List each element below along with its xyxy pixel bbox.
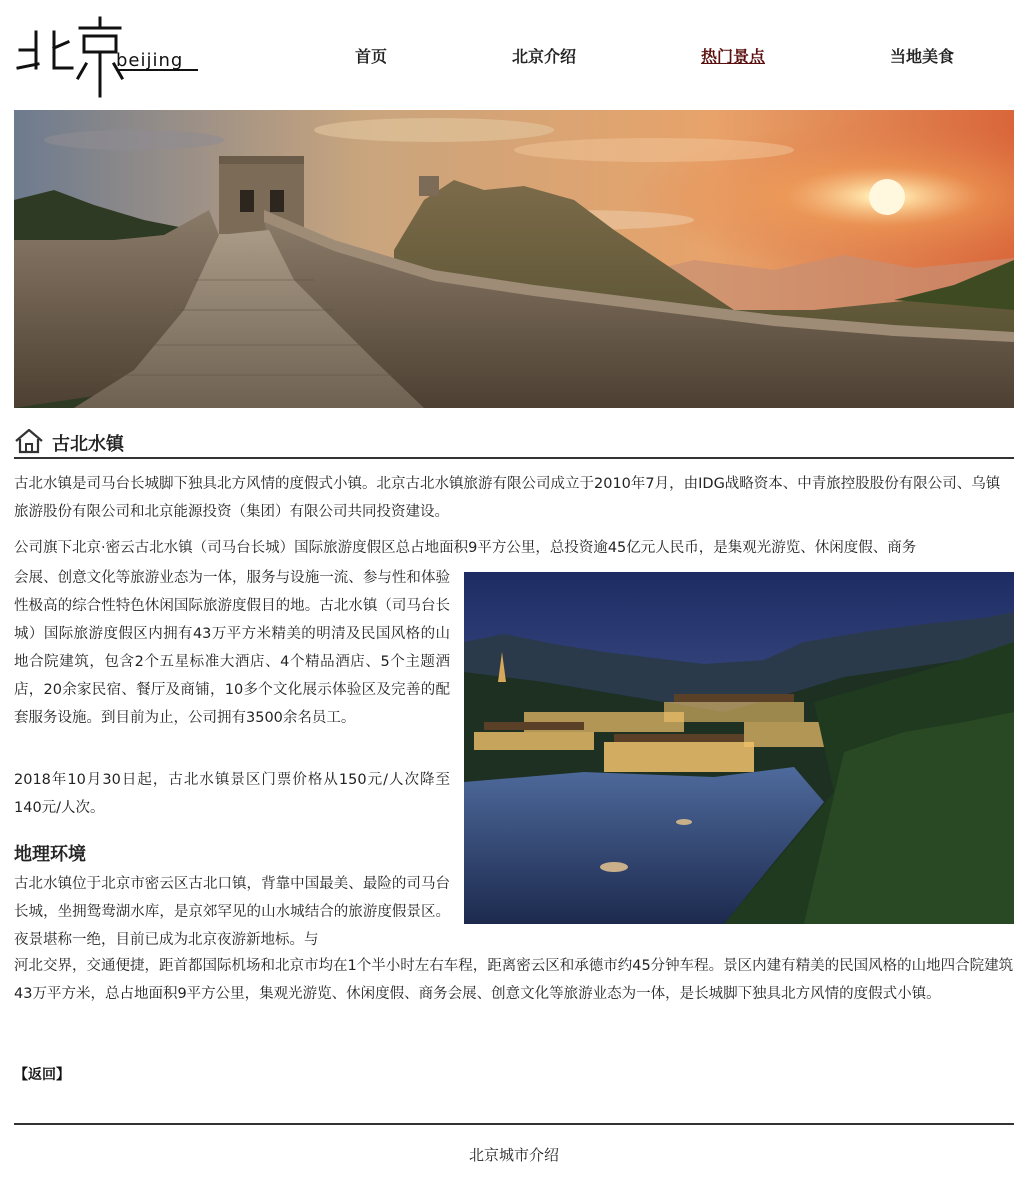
footer-divider: [14, 1123, 1014, 1125]
header: [0, 0, 1028, 110]
svg-text:beijing: beijing: [116, 50, 184, 71]
nav-hot-attractions[interactable]: 热门景点: [701, 47, 766, 66]
gubei-water-town-photo: [464, 572, 1014, 924]
intro-paragraph: 古北水镇是司马台长城脚下独具北方风情的度假式小镇。北京古北水镇旅游有限公司成立于2010年7月，由IDG战略资本、中青旅控股股份有限公司、乌镇旅游股份有限公司和北京能源投资（集团）有限公司共同投资建设。: [14, 476, 1001, 520]
ticket-price-paragraph: 2018年10月30日起，古北水镇景区门票价格从150元/人次降至140元/人次。: [14, 772, 450, 816]
footer-text: 北京城市介绍: [468, 1146, 559, 1164]
home-icon: [14, 428, 44, 454]
back-link[interactable]: 【返回】: [14, 1067, 70, 1083]
geography-paragraph-full: 河北交界，交通便捷，距首都国际机场和北京市均在1个半小时左右车程，距离密云区和承德市约45分钟车程。景区内建有精美的民国风格的山地四合院建筑43万平方米，总占地面积9平方公里，集观光游览、休闲度假、商务会展、创意文化等旅游业态为一体，是长城脚下独具北方风情的度假式小镇。: [14, 958, 1014, 1002]
section-title: 古北水镇: [52, 434, 124, 455]
nav-beijing-intro[interactable]: 北京介绍: [512, 47, 577, 66]
company-paragraph: 会展、创意文化等旅游业态为一体，服务与设施一流、参与性和体验性极高的综合性特色休闲国际旅游度假目的地。古北水镇（司马台长城）国际旅游度假区内拥有43万平方米精美的明清及民国风格的山地合院建筑，包含2个五星标准大酒店、4个精品酒店、5个主题酒店，20余家民宿、餐厅及商铺，10多个文化展示体验区及完善的配套服务设施。到目前为止，公司拥有3500余名员工。: [14, 570, 450, 726]
nav-local-food[interactable]: 当地美食: [890, 47, 955, 66]
main-nav: [0, 44, 1028, 68]
geography-paragraph-column: 古北水镇位于北京市密云区古北口镇，背靠中国最美、最险的司马台长城，坐拥鸳鸯湖水库，是京郊罕见的山水城结合的旅游度假景区。夜景堪称一绝，目前已成为北京夜游新地标。与: [14, 876, 450, 948]
company-paragraph-first-line: 公司旗下北京·密云古北水镇（司马台长城）国际旅游度假区总占地面积9平方公里，总投资逾45亿元人民币，是集观光游览、休闲度假、商务: [14, 540, 917, 556]
great-wall-illustration: [14, 110, 1014, 408]
nav-home[interactable]: 首页: [355, 47, 388, 66]
banner-image: [14, 110, 1014, 408]
geography-title: 地理环境: [14, 844, 86, 865]
section-title-bar: [14, 426, 1014, 459]
